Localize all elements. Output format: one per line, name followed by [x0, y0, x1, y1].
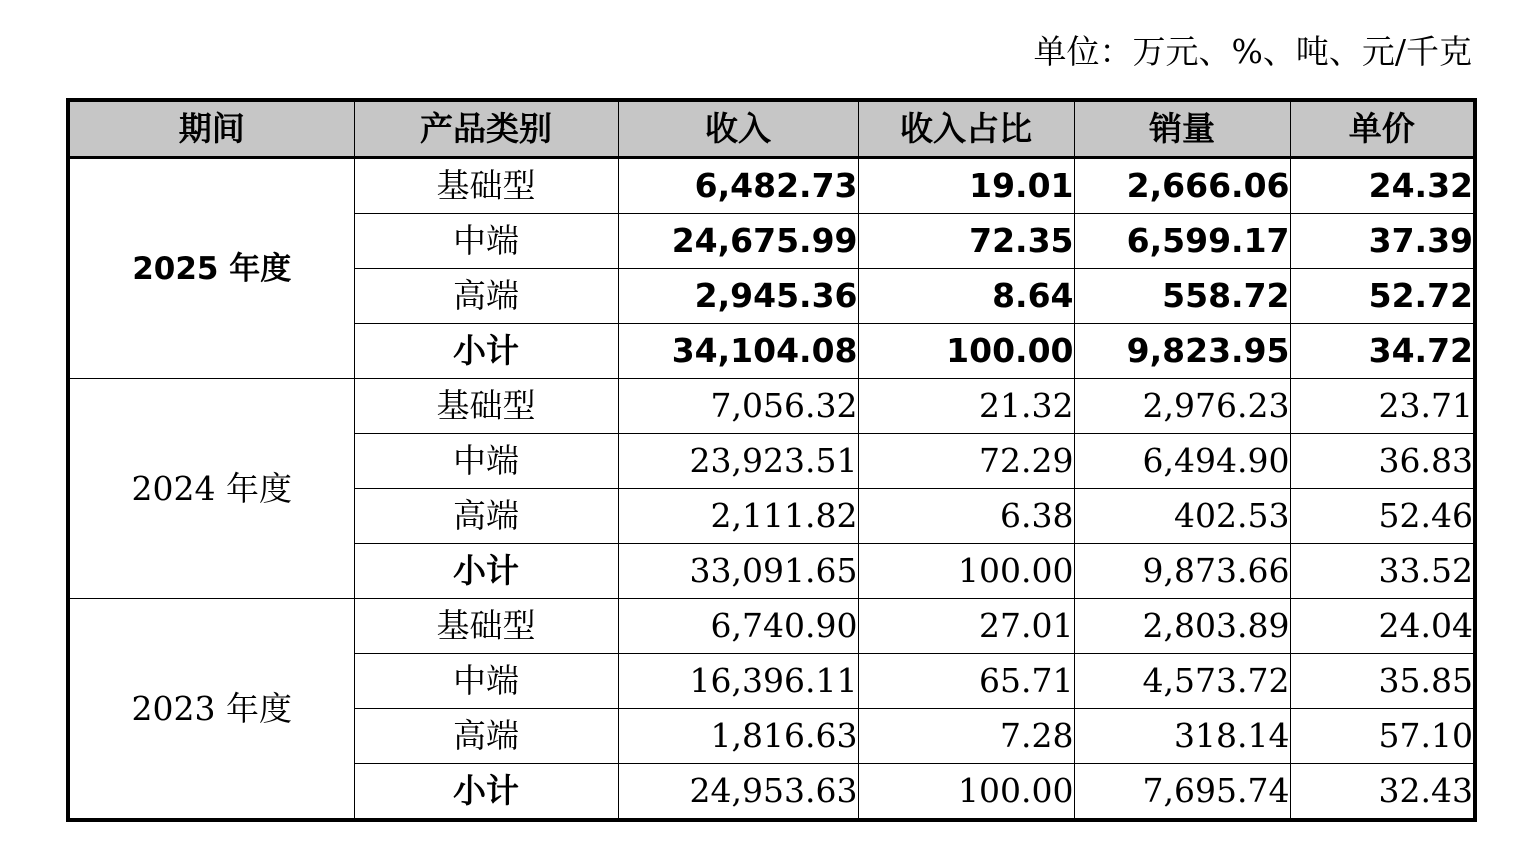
volume-cell: 6,599.17 — [1074, 214, 1290, 269]
header-row — [68, 100, 1475, 158]
period-cell: 2023 年度 — [68, 599, 354, 821]
revenue-cell: 24,953.63 — [618, 764, 858, 821]
revenue-cell: 2,111.82 — [618, 489, 858, 544]
unit-price-cell: 32.43 — [1290, 764, 1475, 821]
header-unit-price: 单价 — [1290, 100, 1475, 158]
revenue-cell: 1,816.63 — [618, 709, 858, 764]
unit-price-cell: 52.46 — [1290, 489, 1475, 544]
unit-price-cell: 33.52 — [1290, 544, 1475, 599]
volume-cell: 2,976.23 — [1074, 379, 1290, 434]
period-cell: 2025 年度 — [68, 158, 354, 379]
volume-cell: 7,695.74 — [1074, 764, 1290, 821]
share-cell: 19.01 — [858, 158, 1074, 214]
share-cell: 100.00 — [858, 544, 1074, 599]
revenue-cell: 2,945.36 — [618, 269, 858, 324]
category-cell: 中端 — [354, 654, 618, 709]
category-cell: 基础型 — [354, 599, 618, 654]
table-row — [68, 599, 1475, 654]
revenue-cell: 24,675.99 — [618, 214, 858, 269]
unit-price-cell: 24.32 — [1290, 158, 1475, 214]
volume-cell: 318.14 — [1074, 709, 1290, 764]
sales-table — [66, 98, 1477, 822]
period-cell: 2024 年度 — [68, 379, 354, 599]
share-cell: 100.00 — [858, 324, 1074, 379]
share-cell: 6.38 — [858, 489, 1074, 544]
share-cell: 7.28 — [858, 709, 1074, 764]
unit-price-cell: 23.71 — [1290, 379, 1475, 434]
unit-price-cell: 52.72 — [1290, 269, 1475, 324]
revenue-cell: 34,104.08 — [618, 324, 858, 379]
volume-cell: 2,666.06 — [1074, 158, 1290, 214]
revenue-cell: 7,056.32 — [618, 379, 858, 434]
category-cell: 小计 — [354, 544, 618, 599]
volume-cell: 2,803.89 — [1074, 599, 1290, 654]
share-cell: 27.01 — [858, 599, 1074, 654]
revenue-cell: 16,396.11 — [618, 654, 858, 709]
volume-cell: 9,873.66 — [1074, 544, 1290, 599]
unit-price-cell: 35.85 — [1290, 654, 1475, 709]
header-category: 产品类别 — [354, 100, 618, 158]
category-cell: 高端 — [354, 709, 618, 764]
unit-price-cell: 24.04 — [1290, 599, 1475, 654]
volume-cell: 6,494.90 — [1074, 434, 1290, 489]
unit-price-cell: 36.83 — [1290, 434, 1475, 489]
volume-cell: 402.53 — [1074, 489, 1290, 544]
category-cell: 基础型 — [354, 158, 618, 214]
share-cell: 21.32 — [858, 379, 1074, 434]
category-cell: 高端 — [354, 269, 618, 324]
header-period: 期间 — [68, 100, 354, 158]
header-share: 收入占比 — [858, 100, 1074, 158]
unit-price-cell: 34.72 — [1290, 324, 1475, 379]
share-cell: 72.29 — [858, 434, 1074, 489]
category-cell: 基础型 — [354, 379, 618, 434]
revenue-cell: 6,740.90 — [618, 599, 858, 654]
share-cell: 100.00 — [858, 764, 1074, 821]
share-cell: 8.64 — [858, 269, 1074, 324]
table-row — [68, 379, 1475, 434]
category-cell: 小计 — [354, 324, 618, 379]
header-revenue: 收入 — [618, 100, 858, 158]
unit-price-cell: 57.10 — [1290, 709, 1475, 764]
header-volume: 销量 — [1074, 100, 1290, 158]
volume-cell: 558.72 — [1074, 269, 1290, 324]
unit-note: 单位：万元、%、吨、元/千克 — [1033, 32, 1472, 71]
revenue-cell: 23,923.51 — [618, 434, 858, 489]
volume-cell: 9,823.95 — [1074, 324, 1290, 379]
category-cell: 中端 — [354, 214, 618, 269]
volume-cell: 4,573.72 — [1074, 654, 1290, 709]
share-cell: 65.71 — [858, 654, 1074, 709]
revenue-cell: 33,091.65 — [618, 544, 858, 599]
category-cell: 高端 — [354, 489, 618, 544]
revenue-cell: 6,482.73 — [618, 158, 858, 214]
category-cell: 中端 — [354, 434, 618, 489]
share-cell: 72.35 — [858, 214, 1074, 269]
unit-price-cell: 37.39 — [1290, 214, 1475, 269]
table-row — [68, 158, 1475, 214]
category-cell: 小计 — [354, 764, 618, 821]
